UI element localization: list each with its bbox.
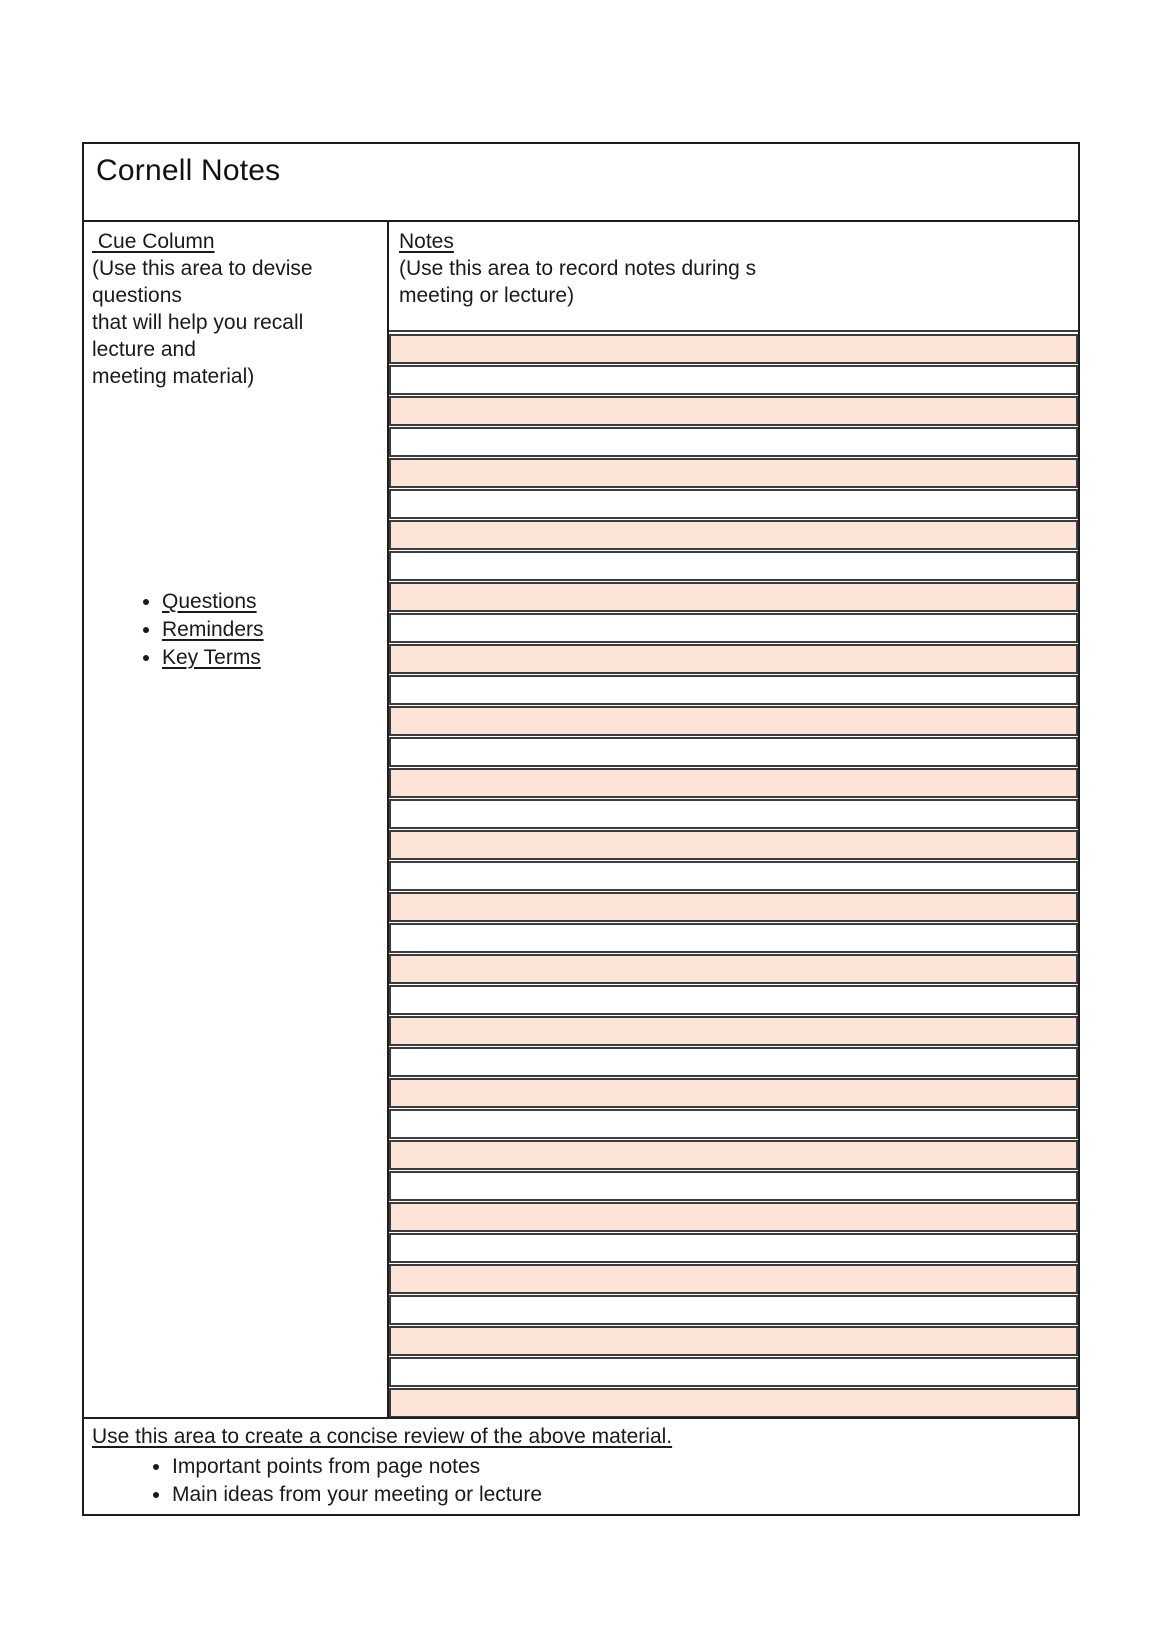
note-row[interactable] xyxy=(389,1295,1078,1325)
cue-column-description xyxy=(92,255,379,390)
note-row[interactable] xyxy=(389,520,1078,550)
note-row[interactable] xyxy=(389,737,1078,767)
note-row[interactable] xyxy=(389,892,1078,922)
summary-bullet-list xyxy=(92,1453,1070,1509)
note-row[interactable] xyxy=(389,1388,1078,1417)
note-row[interactable] xyxy=(389,830,1078,860)
cue-description-line: questions xyxy=(92,283,182,307)
note-row[interactable] xyxy=(389,1047,1078,1077)
cue-bullet-item: • Key Terms xyxy=(162,644,379,672)
main-row xyxy=(84,222,1078,1417)
notes-column-cell xyxy=(389,222,1078,1417)
cue-bullet-item: • Questions xyxy=(162,588,379,616)
note-row[interactable] xyxy=(389,954,1078,984)
document-title: Cornell Notes xyxy=(96,154,281,187)
cue-bullet-list xyxy=(92,588,379,672)
note-row[interactable] xyxy=(389,799,1078,829)
note-row[interactable] xyxy=(389,1233,1078,1263)
note-row[interactable] xyxy=(389,396,1078,426)
note-row[interactable] xyxy=(389,458,1078,488)
notes-description-line: meeting or lecture) xyxy=(399,283,575,307)
note-row[interactable] xyxy=(389,985,1078,1015)
notes-column-description xyxy=(399,255,1068,309)
summary-bullet-item: • Main ideas from your meeting or lecture xyxy=(172,1481,1070,1509)
notes-description-line: (Use this area to record notes during s xyxy=(399,256,757,280)
note-row[interactable] xyxy=(389,923,1078,953)
cue-column-cell[interactable] xyxy=(84,222,389,1417)
note-row[interactable] xyxy=(389,1109,1078,1139)
note-row[interactable] xyxy=(389,1016,1078,1046)
summary-section[interactable] xyxy=(84,1417,1078,1514)
summary-bullet-item: • Important points from page notes xyxy=(172,1453,1070,1481)
note-row[interactable] xyxy=(389,1202,1078,1232)
note-row[interactable] xyxy=(389,1264,1078,1294)
note-row[interactable] xyxy=(389,489,1078,519)
note-row[interactable] xyxy=(389,365,1078,395)
cue-column-heading: Cue Column xyxy=(92,229,215,253)
title-row xyxy=(84,144,1078,222)
note-row[interactable] xyxy=(389,613,1078,643)
notes-column-heading: Notes xyxy=(399,229,454,253)
note-row[interactable] xyxy=(389,1078,1078,1108)
summary-heading: Use this area to create a concise review of the above material. xyxy=(92,1425,673,1449)
note-row[interactable] xyxy=(389,1171,1078,1201)
cornell-notes-table xyxy=(82,142,1080,1516)
note-row[interactable] xyxy=(389,644,1078,674)
cue-description-line: (Use this area to devise xyxy=(92,256,313,280)
note-row[interactable] xyxy=(389,427,1078,457)
note-row[interactable] xyxy=(389,706,1078,736)
note-row[interactable] xyxy=(389,1326,1078,1356)
cue-bullet-item: • Reminders xyxy=(162,616,379,644)
note-row[interactable] xyxy=(389,1357,1078,1387)
note-row[interactable] xyxy=(389,861,1078,891)
notes-column-header xyxy=(389,222,1078,332)
note-row[interactable] xyxy=(389,1140,1078,1170)
note-row[interactable] xyxy=(389,582,1078,612)
cue-description-line: lecture and xyxy=(92,337,196,361)
note-row[interactable] xyxy=(389,334,1078,364)
cue-description-line: meeting material) xyxy=(92,364,255,388)
note-row[interactable] xyxy=(389,675,1078,705)
cue-description-line: that will help you recall xyxy=(92,310,304,334)
notes-rows xyxy=(389,334,1078,1417)
note-row[interactable] xyxy=(389,768,1078,798)
note-row[interactable] xyxy=(389,551,1078,581)
